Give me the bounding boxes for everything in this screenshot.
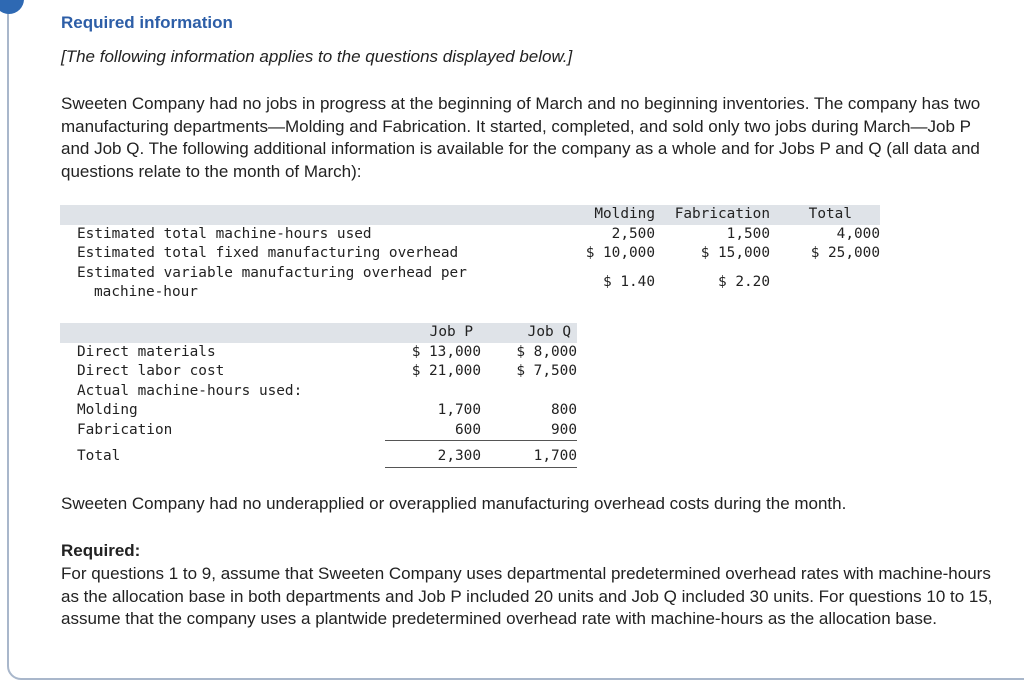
table-row	[60, 421, 577, 441]
table-row	[60, 264, 880, 284]
cell-job-p: 2,300	[385, 447, 481, 467]
cell-fabrication: 1,500	[726, 225, 770, 242]
department-table	[60, 205, 880, 303]
applies-note: [The following information applies to the questions displayed below.]	[61, 47, 573, 66]
cell-job-p: $ 13,000	[411, 343, 481, 360]
table-row	[60, 401, 577, 421]
cell-job-q: 1,700	[481, 447, 577, 467]
cell-job-q: $ 8,000	[516, 343, 577, 360]
row-label: Estimated variable manufacturing overhead per	[77, 264, 467, 281]
cell-job-p: 600	[385, 421, 481, 441]
row-label: Direct materials	[77, 343, 216, 360]
table-row	[60, 244, 880, 264]
table-row	[60, 362, 577, 382]
job-header-row	[60, 323, 577, 343]
cell-total	[770, 264, 880, 303]
table-row	[60, 225, 880, 245]
cell-molding: $ 10,000	[585, 245, 655, 261]
row-label: Molding	[77, 402, 138, 418]
table-row-total	[60, 447, 577, 467]
intro-paragraph: Sweeten Company had no jobs in progress at the beginning of March and no beginning inventories. The company has two manufacturing departments—Molding and Fabrication. It started, completed, and sold only two jobs during March—Job P and Job Q. The following additional information is available for the company as a whole and for Jobs P and Q (all data and questions relate to the month of March):	[61, 94, 981, 181]
cell-job-p: $ 21,000	[411, 363, 481, 379]
cell-total: 4,000	[836, 225, 880, 242]
cell-fabrication: $ 2.20	[718, 274, 770, 291]
required-label: Required:	[61, 541, 141, 560]
department-header-row	[60, 205, 880, 225]
cell-job-q: 900	[481, 421, 577, 441]
row-label: Actual machine-hours used:	[77, 382, 303, 399]
job-table	[60, 323, 577, 468]
table-row	[60, 382, 577, 402]
table-row	[60, 343, 577, 363]
row-label: Direct labor cost	[77, 363, 225, 379]
required-paragraph: For questions 1 to 9, assume that Sweeten Company uses departmental predetermined overhead rates with machine-hours as the allocation base in both departments and Job P included 20 units and Job Q included 30 units. For questions 10 to 15, assume that the company uses a plantwide predetermined overhead rate with machine-hours as the allocation base.	[61, 564, 993, 628]
row-label: Fabrication	[77, 421, 173, 438]
section-heading: Required information	[61, 13, 233, 32]
row-label-continuation: machine-hour	[94, 284, 198, 300]
overhead-statement: Sweeten Company had no underapplied or overapplied manufacturing overhead costs during the month.	[61, 494, 847, 513]
col-header-total: Total	[770, 205, 880, 225]
cell-job-q: $ 7,500	[516, 363, 577, 379]
row-label: Estimated total machine-hours used	[77, 225, 372, 242]
cell-job-q: 800	[551, 402, 577, 418]
row-label: Estimated total fixed manufacturing overhead	[77, 245, 459, 261]
cell-molding: 2,500	[611, 225, 655, 242]
cell-fabrication: $ 15,000	[700, 245, 770, 261]
row-label: Total	[77, 448, 121, 464]
cell-job-p: 1,700	[437, 402, 481, 418]
col-header-job-q: Job Q	[481, 323, 577, 343]
cell-total: $ 25,000	[810, 245, 880, 261]
col-header-job-p: Job P	[385, 323, 481, 343]
col-header-molding: Molding	[525, 205, 655, 225]
col-header-fabrication: Fabrication	[655, 205, 770, 225]
cell-molding: $ 1.40	[603, 274, 655, 291]
